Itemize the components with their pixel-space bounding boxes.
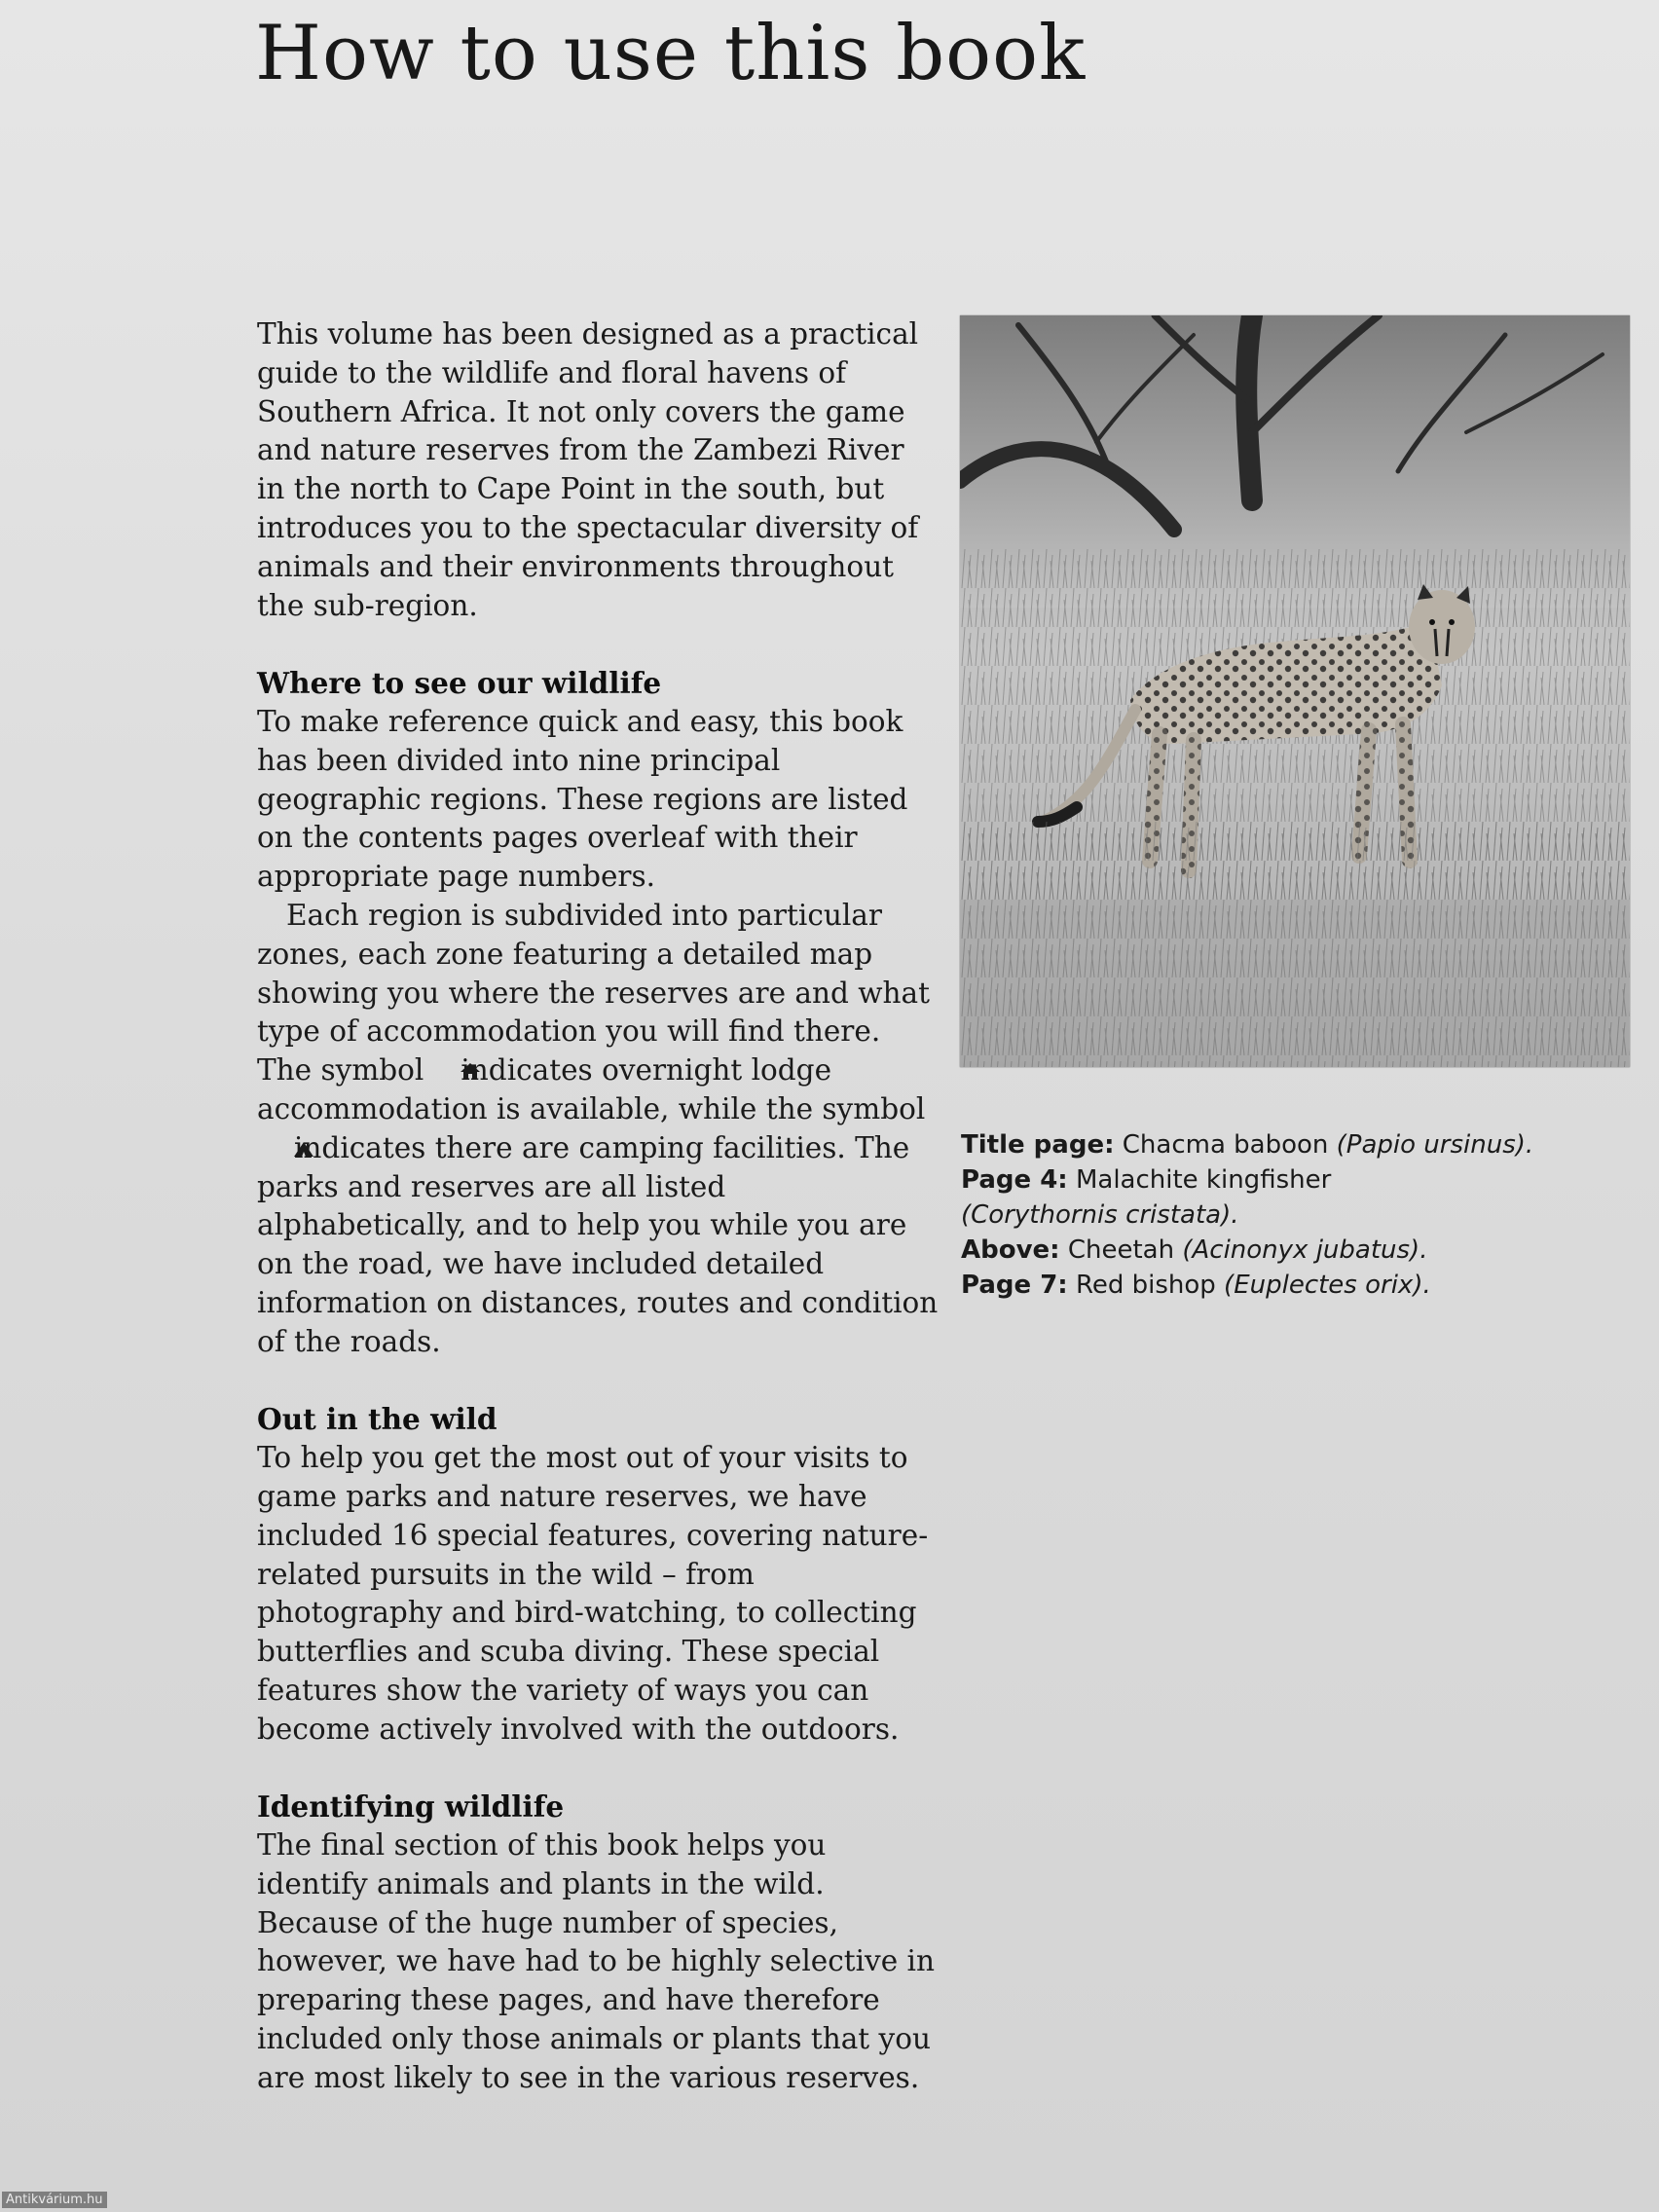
caption-page-7 [961,1268,1642,1303]
page-title: How to use this book [255,10,1087,97]
caption-common-name: Red bishop [1075,1271,1216,1300]
caption-label: Page 4: [961,1165,1068,1195]
caption-latin-name: (Papio ursinus). [1336,1130,1534,1160]
section-heading-where: Where to see our wildlife [257,666,662,701]
where-paragraph-2 [257,897,939,1362]
section-identifying-wildlife [257,1788,939,2097]
where-paragraph-2-part-c: indicates there are camping facilities. The parks and reserves are all listed alphabetically, and to help you while you are on the road, we have included detailed information on distances, routes and condition of the roads. [257,1130,939,1358]
caption-above [961,1233,1642,1268]
tent-icon [263,1131,286,1153]
where-paragraph-2-part-a: Each region is subdivided into particular zones, each zone featuring a detailed map showing you where the reserves are and what type of accommodation you will find there. The symbol [257,898,930,1088]
section-heading-wild: Out in the wild [257,1402,498,1437]
intro-paragraph: This volume has been designed as a practical guide to the wildlife and floral havens of Southern Africa. It not only covers the game and nature reserves from the Zambezi River in the north to Cape Point in the south, but introduces you to the spectacular diversity of animals and their environments throughout the sub-region. [257,317,919,622]
photo-captions [961,1127,1642,1303]
lodge-icon [429,1053,453,1075]
identifying-paragraph-1: The final section of this book helps you identify animals and plants in the wild. Because of the huge number of species, however, we have had to be highly selective in preparing these pages, and have therefore included only those animals or plants that you are most likely to see in the various reserves. [257,1828,935,2094]
section-heading-identifying: Identifying wildlife [257,1789,565,1825]
where-paragraph-2-part-b: indicates overnight lodge accommodation is available, while the symbol [257,1053,926,1125]
cheetah-photo [960,315,1630,1067]
caption-title-page [961,1127,1642,1162]
watermark: Antikvárium.hu [2,2192,107,2208]
wild-paragraph-1: To help you get the most out of your visits to game parks and nature reserves, we have included 16 special features, covering nature-related pursuits in the wild – from photography and bird-watching, to collecting butterflies and scuba diving. These special features show the variety of ways you can become actively involved with the outdoors. [257,1441,929,1746]
section-where-to-see [257,664,939,1361]
caption-common-name: Chacma baboon [1122,1130,1329,1160]
where-paragraph-1: To make reference quick and easy, this book has been divided into nine principal geographic regions. These regions are listed on the contents pages overleaf with their appropriate page numbers. [257,704,908,894]
main-text-column [257,315,939,2136]
caption-page-4 [961,1162,1642,1233]
caption-common-name: Malachite kingfisher [1075,1165,1332,1195]
caption-common-name: Cheetah [1067,1235,1175,1265]
caption-latin-name: (Corythornis cristata). [961,1200,1239,1230]
caption-latin-name: (Euplectes orix). [1224,1271,1431,1300]
caption-label: Above: [961,1235,1060,1265]
section-out-in-the-wild [257,1400,939,1749]
caption-label: Page 7: [961,1271,1068,1300]
caption-latin-name: (Acinonyx jubatus). [1182,1235,1428,1265]
caption-label: Title page: [961,1130,1115,1160]
